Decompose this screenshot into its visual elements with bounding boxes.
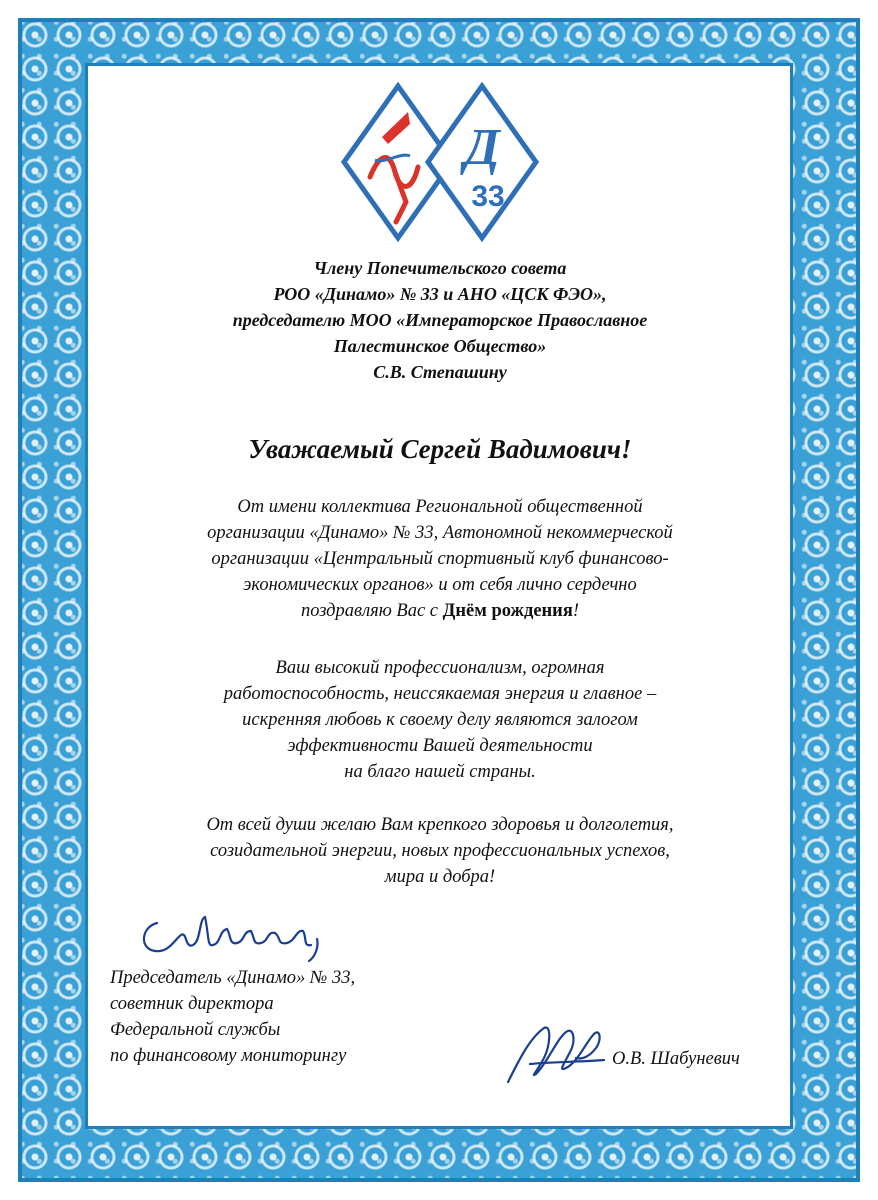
logo-dynamo-letter: Д <box>464 119 500 176</box>
paragraph-line: Ваш высокий профессионализм, огромная <box>275 658 605 678</box>
birthday-emphasis: Днём рождения <box>442 601 573 621</box>
paragraph-wishes <box>110 812 770 890</box>
paragraph-line: От всей души желаю Вам крепкого здоровья и долголетия, <box>206 815 674 835</box>
recipient-address <box>120 255 760 385</box>
paragraph-line: организации «Центральный спортивный клуб финансово- <box>211 549 669 569</box>
paragraph-line <box>110 598 770 624</box>
paragraph-line: на благо нашей страны. <box>344 762 536 782</box>
paragraph-praise <box>110 655 770 785</box>
paragraph-line: эффективности Вашей деятельности <box>287 736 593 756</box>
signatory-position <box>110 965 470 1069</box>
paragraph-line: экономических органов» и от себя лично сердечно <box>243 575 637 595</box>
paragraph-line: От имени коллектива Региональной общественной <box>237 497 643 517</box>
paragraph-congratulation <box>110 494 770 624</box>
logo-number: 33 <box>471 180 505 213</box>
dynamo-33-logo <box>340 82 540 242</box>
address-line: Члену Попечительского совета <box>313 258 567 278</box>
line-start: поздравляю Вас с <box>300 601 443 621</box>
address-line: РОО «Динамо» № 33 и АНО «ЦСК ФЭО», <box>273 284 607 304</box>
position-line: советник директора <box>110 994 274 1014</box>
position-line: по финансовому мониторингу <box>110 1046 347 1066</box>
address-line: председателю МОО «Императорское Православное <box>232 310 648 330</box>
address-line: Палестинское Общество» <box>333 336 547 356</box>
paragraph-line: работоспособность, неиссякаемая энергия и главное – <box>223 684 657 704</box>
handwritten-closing <box>135 905 335 965</box>
paragraph-line: созидательной энергии, новых профессиональных успехов, <box>210 841 670 861</box>
paragraph-line: мира и добра! <box>384 867 496 887</box>
position-line: Председатель «Динамо» № 33, <box>110 968 356 988</box>
paragraph-line: искренняя любовь к своему делу являются залогом <box>242 710 638 730</box>
line-end: ! <box>572 601 580 621</box>
address-line: С.В. Степашину <box>373 362 507 382</box>
paragraph-line: организации «Динамо» № 33, Автономной некоммерческой <box>207 523 673 543</box>
signatory-name: О.В. Шабуневич <box>612 1049 740 1069</box>
handwritten-signature <box>500 1018 610 1090</box>
position-line: Федеральной службы <box>110 1020 281 1040</box>
salutation: Уважаемый Сергей Вадимович! <box>248 434 632 464</box>
